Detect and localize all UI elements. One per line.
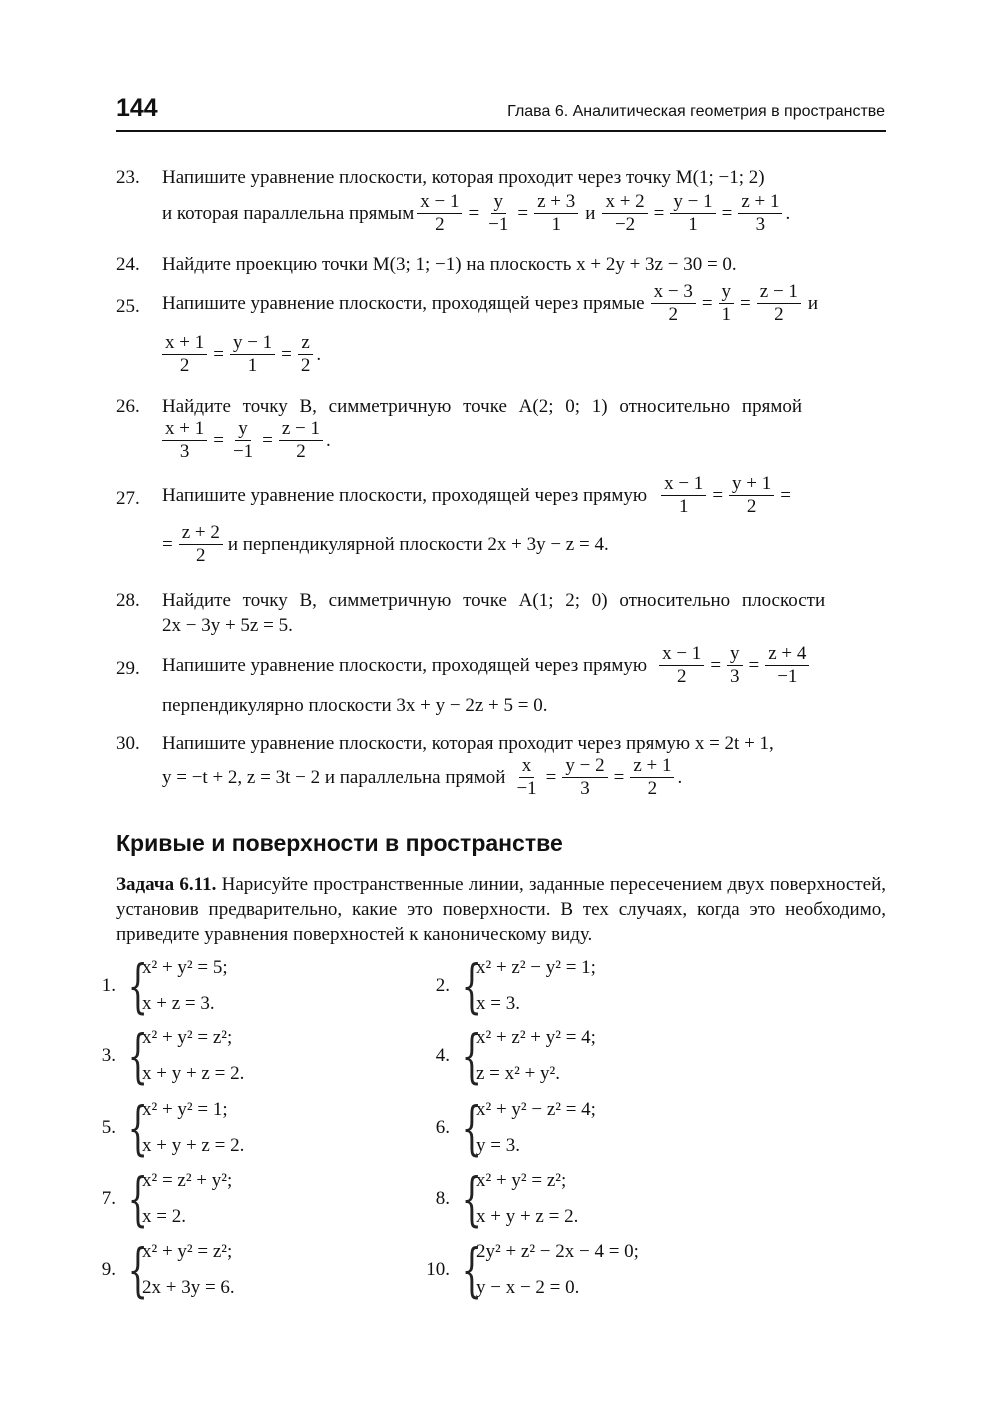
exercise-text: Напишите уравнение плоскости, проходящей через прямую [162,655,648,676]
brace-icon: { [461,1094,482,1162]
system-number: 3. [101,1045,116,1066]
fraction: $\frac{y}{1}$ [719,282,735,325]
system-number: 6. [435,1117,450,1138]
equation: 2x + 3y = 6. [142,1277,235,1298]
exercise-27: 27. Напишите уравнение плоскости, проходящей через прямую $\frac{x - 1}{1}$ = $\frac{y + 1}{2}$ = = $\frac{z + 2}{2}$ и перпендикулярной плоскости 2x + 3y − z = 4. [116,473,791,566]
fraction: $\frac{z + 2}{2}$ [179,523,223,566]
fraction: $\frac{y - 1}{1}$ [670,192,715,235]
equation-system-10 [412,1234,639,1306]
task-text: Нарисуйте пространственные линии, заданные пересечением двух поверхностей, установив предварительно, какие это поверхности. В тех случаях, когда это необходимо, приведите уравнения поверхностей к каноническому виду. [116,874,887,945]
equation: y − x − 2 = 0. [476,1277,580,1298]
exercise-29: 29. Напишите уравнение плоскости, проходящей через прямую $\frac{x - 1}{2}$ = $\frac{y}{3}$ = $\frac{z + 4}{-1}$ перпендикулярно плоскости 3x + y − 2z + 5 = 0. [116,644,886,718]
fraction: $\frac{y}{-1}$ [488,191,509,235]
exercise-text: перпендикулярно плоскости 3x + y − 2z + 5 = 0. [162,695,548,716]
fraction: $\frac{x - 3}{2}$ [651,282,696,325]
fraction: $\frac{z + 1}{2}$ [630,756,674,799]
equation-system-4 [412,1020,596,1092]
equation: x = 3. [476,993,520,1014]
fraction: $\frac{z - 1}{2}$ [279,419,323,462]
system-number: 5. [101,1117,116,1138]
conjunction: и [585,203,596,224]
equation: x² = z² + y²; [142,1170,233,1191]
exercise-text: Напишите уравнение плоскости, которая проходит через прямую x = 2t + 1, [162,733,774,754]
exercise-number: 30. [116,733,140,754]
equation-system-6 [412,1092,596,1164]
fraction: $\frac{y}{-1}$ [232,418,254,462]
page-number: 144 [116,94,158,122]
brace-icon: { [127,952,148,1020]
exercise-number: 24. [116,254,140,275]
exercise-number: 27. [116,488,140,509]
equation-system-1 [78,950,228,1022]
equation: x + y + z = 2. [476,1206,579,1227]
fraction: $\frac{z}{2}$ [298,333,314,376]
exercise-text: 2x − 3y + 5z = 5. [162,615,293,636]
fraction: $\frac{y}{3}$ [727,644,743,687]
system-number: 2. [435,975,450,996]
equation: x + z = 3. [142,993,215,1014]
equation: x² + y² − z² = 4; [476,1099,596,1120]
equation: x² + y² = z²; [476,1170,567,1191]
brace-icon: { [127,1022,148,1090]
fraction: $\frac{x - 1}{2}$ [659,644,704,687]
exercise-text: Напишите уравнение плоскости, проходящей через прямые [162,293,645,314]
exercise-text: Найдите точку B, симметричную точке A(1; 2; 0) относительно плоскости [162,590,826,611]
brace-icon: { [461,1022,482,1090]
brace-icon: { [127,1165,148,1233]
fraction: $\frac{y - 2}{3}$ [562,756,607,799]
exercise-23: 23. Напишите уравнение плоскости, которая проходит через точку M(1; −1; 2) и которая параллельна прямым $\frac{x - 1}{2}$ = $\frac{y}{-1}$ = $\frac{z + 3}{1}$ и $\frac{x + 2}{-2}$ = $\frac{y - 1}{1}$ = $\frac{z + 1}{3}$ . [116,165,886,235]
brace-icon: { [127,1236,148,1304]
exercise-number: 26. [116,396,140,417]
brace-icon: { [461,952,482,1020]
system-number: 8. [435,1188,450,1209]
equation: x² + y² = z²; [142,1241,233,1262]
equation: x + y + z = 2. [142,1063,245,1084]
exercise-text: Напишите уравнение плоскости, проходящей через прямую [162,485,648,506]
running-header: Глава 6. Аналитическая геометрия в пространстве [507,103,885,120]
exercise-26: 26. Найдите точку B, симметричную точке A(2; 0; 1) относительно прямой $\frac{x + 1}{3}$ = $\frac{y}{-1}$ = $\frac{z - 1}{2}$ . [116,394,886,462]
system-number: 1. [101,975,116,996]
exercise-number: 25. [116,296,140,317]
exercise-text: y = −t + 2, z = 3t − 2 и параллельна прямой [162,767,506,788]
section-heading: Кривые и поверхности в пространстве [116,830,563,856]
equation: x² + z² + y² = 4; [476,1027,596,1048]
fraction: $\frac{y + 1}{2}$ [729,474,774,517]
equation: x² + y² = 1; [142,1099,228,1120]
system-number: 9. [101,1259,116,1280]
exercise-number: 28. [116,590,140,611]
equation: x² + y² = z²; [142,1027,233,1048]
fraction: $\frac{z + 3}{1}$ [534,192,578,235]
exercise-24 [116,252,886,277]
fraction: $\frac{x - 1}{2}$ [417,192,462,235]
equation-system-8 [412,1163,578,1235]
exercise-28 [116,588,886,638]
fraction: $\frac{x}{-1}$ [516,755,537,799]
exercise-25: 25. Напишите уравнение плоскости, проходящей через прямые $\frac{x - 3}{2}$ = $\frac{y}{1}$ = $\frac{z - 1}{2}$ и $\frac{x + 1}{2}$ = $\frac{y - 1}{1}$ = $\frac{z}{2}$ . [116,281,819,376]
equation: z = x² + y². [476,1063,561,1084]
brace-icon: { [461,1236,482,1304]
task-label: Задача 6.11. [116,874,217,895]
exercise-text: и которая параллельна прямым [162,203,415,224]
exercise-number: 29. [116,658,140,679]
task-paragraph [116,872,886,947]
fraction: $\frac{x - 1}{1}$ [661,474,706,517]
fraction: $\frac{y - 1}{1}$ [230,333,275,376]
equation-system-7 [78,1163,232,1235]
exercise-number: 23. [116,167,140,188]
equation: x + y + z = 2. [142,1135,245,1156]
equation-system-3 [78,1020,244,1092]
equation-system-5 [78,1092,244,1164]
brace-icon: { [461,1165,482,1233]
equation: 2y² + z² − 2x − 4 = 0; [476,1241,639,1262]
equation-system-9 [78,1234,235,1306]
system-number: 4. [435,1045,450,1066]
exercise-text: Найдите точку B, симметричную точке A(2; 0; 1) относительно прямой [162,396,803,417]
header-rule [116,130,886,132]
fraction: $\frac{x + 1}{3}$ [162,419,207,462]
equation: x² + y² = 5; [142,957,228,978]
exercise-text: Найдите проекцию точки M(3; 1; −1) на плоскость x + 2y + 3z − 30 = 0. [162,254,737,275]
exercise-text: и перпендикулярной плоскости 2x + 3y − z = 4. [227,534,609,555]
equation-system-2 [412,950,596,1022]
equation: x² + z² − y² = 1; [476,957,596,978]
system-number: 10. [426,1259,450,1280]
fraction: $\frac{z - 1}{2}$ [757,282,801,325]
brace-icon: { [127,1094,148,1162]
system-number: 7. [101,1188,116,1209]
fraction: $\frac{z + 4}{-1}$ [765,644,809,687]
equation: y = 3. [476,1135,520,1156]
equation: x = 2. [142,1206,186,1227]
fraction: $\frac{x + 2}{-2}$ [602,192,647,235]
exercise-text: Напишите уравнение плоскости, которая проходит через точку M(1; −1; 2) [162,167,765,188]
fraction: $\frac{x + 1}{2}$ [162,333,207,376]
fraction: $\frac{z + 1}{3}$ [738,192,782,235]
exercise-30: 30. Напишите уравнение плоскости, которая проходит через прямую x = 2t + 1, y = −t + 2, z = 3t − 2 и параллельна прямой $\frac{x}{-1}$ = $\frac{y - 2}{3}$ = $\frac{z + 1}{2}$ . [116,731,886,799]
